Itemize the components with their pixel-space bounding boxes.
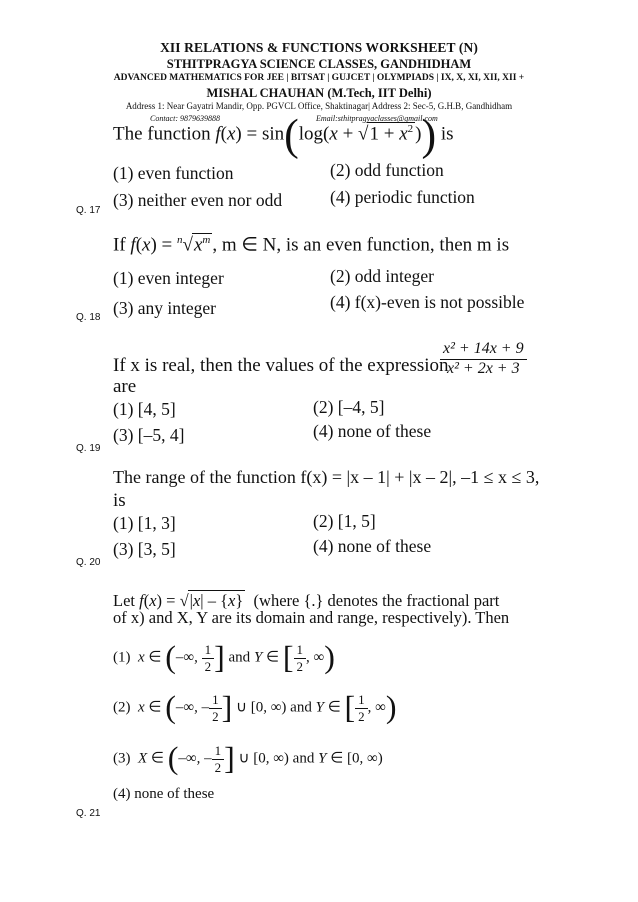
address-line: Address 1: Near Gayatri Mandir, Opp. PGVCL Office, Shaktinagar| Address 2: Sec-5, G.H.B, Gandhidham: [125, 101, 513, 111]
option-2[interactable]: (2) odd integer: [330, 266, 434, 286]
question-label: Q. 17: [76, 205, 101, 216]
question-stem: If $f(x) = ^n√x^m$ , m ∈ N, is an even function, then m is: [113, 234, 510, 256]
option-1[interactable]: (1) even function: [113, 163, 234, 183]
institute-name: STHITPRAGYA SCIENCE CLASSES, GANDHIDHAM: [166, 57, 472, 71]
question-label: Q. 19: [76, 443, 101, 454]
option-1[interactable]: (1) even integer: [113, 268, 224, 288]
question-stem: The function $f(x) = \sin(\log(x + √1 + x^2$ )) is: [113, 110, 454, 160]
option-3[interactable]: (3) any integer: [113, 298, 217, 318]
option-2[interactable]: (2) x ∈ (–∞, – $\frac{1}{2}$ ] ∪ [0, ∞) and Y ∈ [ $\frac{1}{2}$ , ∞): [113, 688, 397, 725]
teacher-name: MISHAL CHAUHAN (M.Tech, IIT Delhi): [206, 86, 432, 100]
option-2[interactable]: (2) [1, 5]: [313, 511, 376, 531]
contact-number: Contact: 9879639888: [150, 114, 220, 123]
option-4[interactable]: (4) none of these: [313, 421, 432, 441]
option-2[interactable]: (2) [–4, 5]: [313, 397, 385, 417]
course-list: ADVANCED MATHEMATICS FOR JEE | BITSAT | GUJCET | OLYMPIADS | IX, X, XI, XII, XII +: [113, 73, 525, 83]
option-3[interactable]: (3) X ∈ (–∞, – $\frac{1}{2}$ ] ∪ [0, ∞) and Y ∈ [0, ∞): [113, 739, 383, 776]
question-stem-line2: of x) and X, Y are its domain and range, respectively). Then: [113, 608, 510, 627]
option-1[interactable]: (1) [4, 5]: [113, 399, 176, 419]
question-label: Q. 20: [76, 557, 101, 568]
expression-fraction: $\frac{\text{x² + 14x + 9}}{\text{x² + 2x + 3}}$: [440, 341, 527, 378]
contact-email: Email:sthitpragyaclasses@gmail.com: [316, 114, 438, 123]
question-label: Q. 18: [76, 312, 101, 323]
option-1[interactable]: (1) [1, 3]: [113, 513, 176, 533]
option-4[interactable]: (4) none of these: [313, 536, 432, 556]
question-stem-end: are: [113, 376, 137, 397]
option-4[interactable]: (4) f(x)-even is not possible: [330, 292, 525, 312]
worksheet-title: XII RELATIONS & FUNCTIONS WORKSHEET (N): [160, 40, 478, 55]
option-4[interactable]: (4) periodic function: [330, 187, 475, 207]
option-3[interactable]: (3) neither even nor odd: [113, 190, 283, 210]
option-4[interactable]: (4) none of these: [113, 786, 215, 802]
question-stem: If x is real, then the values of the expression: [113, 355, 449, 376]
question-label: Q. 21: [76, 808, 101, 819]
question-stem-end: is: [113, 490, 126, 511]
question-stem: The range of the function f(x) = |x – 1| + |x – 2|, –1 ≤ x ≤ 3,: [113, 467, 540, 487]
option-3[interactable]: (3) [3, 5]: [113, 539, 176, 559]
option-2[interactable]: (2) odd function: [330, 160, 444, 180]
option-1[interactable]: (1) x ∈ (–∞, $\frac{1}{2}$ ] and Y ∈ [ $\frac{1}{2}$ , ∞): [113, 638, 335, 675]
question-stem: Let f(x) = √|x| – {x} (where {.} denotes the fractional part: [113, 591, 500, 610]
option-3[interactable]: (3) [–5, 4]: [113, 425, 185, 445]
